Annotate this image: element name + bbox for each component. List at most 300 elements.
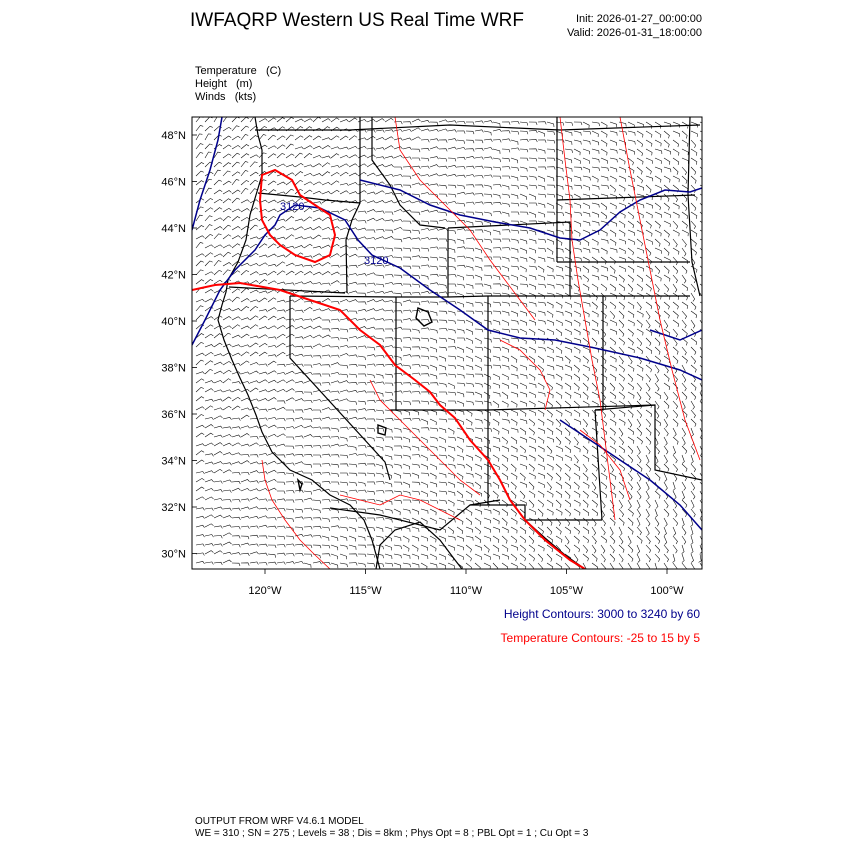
wind-barb bbox=[322, 182, 331, 185]
wind-barb bbox=[574, 149, 580, 155]
wind-barb bbox=[583, 464, 587, 472]
wind-barb bbox=[511, 329, 519, 333]
wind-barb bbox=[691, 212, 697, 219]
wind-barb bbox=[637, 266, 644, 272]
wind-barb bbox=[313, 472, 321, 475]
wind-barb bbox=[340, 491, 347, 496]
wind-barb bbox=[295, 527, 303, 530]
wind-barb bbox=[664, 554, 669, 562]
wind-barb bbox=[628, 401, 632, 409]
wind-barb bbox=[646, 527, 649, 536]
wind-barb bbox=[376, 137, 385, 140]
wind-barb bbox=[565, 437, 570, 444]
wind-barb bbox=[520, 392, 527, 397]
wind-barb bbox=[223, 552, 232, 554]
wind-barb bbox=[349, 247, 357, 250]
wind-barb bbox=[466, 156, 475, 158]
wind-barb bbox=[349, 563, 357, 566]
wind-barb bbox=[340, 164, 349, 167]
wind-barb bbox=[628, 563, 632, 571]
wind-barb bbox=[376, 201, 385, 204]
wind-barb bbox=[610, 518, 615, 526]
wind-barb bbox=[304, 491, 312, 495]
wind-barb bbox=[268, 146, 277, 149]
wind-barb bbox=[466, 122, 474, 125]
wind-barb bbox=[547, 140, 555, 143]
wind-barb bbox=[556, 329, 562, 336]
wind-barb bbox=[646, 158, 652, 164]
wind-barb bbox=[376, 338, 384, 342]
wind-barb bbox=[277, 271, 285, 275]
wind-barb bbox=[295, 172, 303, 177]
wind-barb bbox=[583, 554, 589, 561]
wind-barb bbox=[412, 302, 420, 305]
wind-barb bbox=[313, 509, 321, 513]
wind-barb bbox=[430, 147, 439, 149]
wind-barb bbox=[556, 320, 562, 326]
wind-barb bbox=[277, 444, 286, 446]
wind-barb bbox=[295, 500, 303, 503]
wind-barb bbox=[547, 329, 553, 335]
wind-barb bbox=[493, 518, 499, 524]
wind-barb bbox=[538, 509, 543, 517]
wind-barb bbox=[214, 270, 222, 275]
wind-barb bbox=[682, 455, 684, 464]
wind-barb bbox=[277, 407, 286, 410]
wind-barb bbox=[196, 561, 205, 564]
wind-barb bbox=[232, 172, 240, 176]
wind-barb bbox=[340, 319, 349, 322]
wind-barb bbox=[502, 518, 507, 526]
wind-barb bbox=[529, 203, 537, 206]
wind-barb bbox=[367, 230, 375, 233]
wind-barb bbox=[232, 508, 240, 511]
wind-barb bbox=[367, 318, 376, 320]
wind-barb bbox=[376, 309, 385, 311]
wind-barb bbox=[340, 136, 348, 140]
wind-barb bbox=[277, 427, 285, 430]
wind-barb bbox=[349, 155, 357, 158]
wind-barb bbox=[529, 518, 535, 524]
wind-barb bbox=[421, 175, 430, 177]
wind-barb bbox=[367, 392, 375, 395]
wind-barb bbox=[322, 445, 330, 448]
wind-barb bbox=[232, 488, 241, 491]
wind-barb bbox=[502, 185, 509, 190]
wind-barb bbox=[511, 248, 518, 253]
wind-barb bbox=[268, 417, 277, 420]
wind-barb bbox=[430, 122, 438, 125]
wind-barb bbox=[493, 446, 500, 451]
wind-barb bbox=[223, 270, 231, 275]
wind-barb bbox=[214, 254, 223, 257]
wind-barb bbox=[349, 390, 358, 393]
wind-barb bbox=[646, 122, 652, 129]
wind-barb bbox=[547, 320, 554, 326]
wind-barb bbox=[205, 535, 214, 538]
wind-barb bbox=[358, 191, 366, 194]
wind-barb bbox=[286, 389, 294, 392]
wind-barb bbox=[565, 473, 570, 481]
wind-barb bbox=[448, 311, 455, 316]
wind-barb bbox=[331, 500, 339, 503]
wind-barb bbox=[547, 446, 552, 454]
wind-barb bbox=[304, 419, 312, 422]
wind-barb bbox=[583, 365, 589, 371]
wind-barb bbox=[322, 499, 330, 502]
wind-barb bbox=[592, 311, 598, 317]
wind-barb bbox=[520, 374, 527, 379]
wind-barb bbox=[520, 554, 526, 561]
wind-barb bbox=[232, 500, 240, 503]
wind-barb bbox=[601, 284, 607, 291]
wind-barb bbox=[601, 140, 607, 147]
wind-barb bbox=[556, 302, 562, 309]
wind-barb bbox=[196, 243, 203, 249]
wind-barb bbox=[205, 515, 214, 518]
wind-barb bbox=[637, 347, 643, 354]
wind-barb bbox=[340, 299, 349, 302]
wind-barb bbox=[331, 464, 339, 468]
wind-barb bbox=[565, 311, 572, 317]
wind-barb bbox=[502, 302, 510, 306]
wind-barb bbox=[412, 392, 420, 395]
wind-barb bbox=[268, 371, 276, 374]
wind-barb bbox=[529, 437, 535, 443]
wind-barb bbox=[565, 302, 571, 308]
wind-barb bbox=[313, 536, 321, 539]
wind-barb bbox=[430, 184, 438, 187]
wind-barb bbox=[484, 419, 490, 426]
wind-barb bbox=[655, 122, 661, 129]
wind-barb bbox=[646, 176, 653, 181]
wind-barb bbox=[349, 527, 356, 532]
wind-barb bbox=[295, 163, 303, 167]
wind-barb bbox=[655, 284, 659, 292]
wind-barb bbox=[466, 202, 474, 205]
wind-barb bbox=[529, 139, 537, 142]
wind-barb bbox=[304, 307, 312, 311]
wind-barb bbox=[430, 383, 438, 386]
wind-barb bbox=[304, 535, 313, 538]
wind-barb bbox=[493, 428, 499, 435]
wind-barb bbox=[367, 508, 375, 511]
wind-barb bbox=[439, 185, 447, 189]
wind-barb bbox=[349, 453, 358, 456]
latitude-label: 32°N bbox=[161, 502, 186, 514]
wind-barb bbox=[205, 245, 214, 248]
wind-barb bbox=[592, 500, 597, 507]
wind-barb bbox=[529, 212, 536, 218]
wind-barb bbox=[214, 452, 222, 456]
wind-barb bbox=[529, 554, 535, 561]
wind-barb bbox=[394, 554, 401, 558]
wind-barb bbox=[502, 374, 508, 380]
wind-barb bbox=[313, 446, 321, 449]
wind-barb bbox=[331, 190, 339, 194]
wind-barb bbox=[592, 203, 599, 207]
wind-barb bbox=[511, 230, 519, 234]
wind-barb bbox=[421, 365, 429, 369]
footer-config: WE = 310 ; SN = 275 ; Levels = 38 ; Dis = 8km ; Phys Opt = 8 ; PBL Opt = 1 ; Cu Opt = 3 bbox=[195, 828, 589, 839]
wind-barb bbox=[340, 410, 348, 413]
wind-barb bbox=[664, 212, 670, 218]
wind-barb bbox=[493, 374, 499, 380]
wind-barb bbox=[232, 517, 240, 520]
wind-barb bbox=[232, 536, 240, 539]
wind-barb bbox=[277, 536, 285, 539]
wind-barb bbox=[286, 554, 294, 557]
wind-barb bbox=[286, 117, 294, 122]
wind-barb bbox=[610, 545, 614, 553]
wind-barb bbox=[412, 482, 420, 485]
wind-barb bbox=[637, 149, 643, 156]
wind-barb bbox=[358, 527, 365, 531]
wind-barb bbox=[385, 554, 392, 559]
wind-barb bbox=[439, 140, 447, 143]
wind-barb bbox=[421, 275, 428, 280]
wind-barb bbox=[250, 426, 259, 428]
wind-barb bbox=[241, 245, 250, 248]
wind-barb bbox=[430, 509, 436, 515]
wind-barb bbox=[529, 275, 536, 280]
wind-barb bbox=[574, 248, 581, 252]
wind-barb bbox=[538, 473, 545, 479]
wind-barb bbox=[295, 490, 303, 493]
wind-barb bbox=[394, 428, 401, 433]
wind-barb bbox=[664, 149, 671, 155]
wind-barb bbox=[250, 388, 258, 392]
wind-barb bbox=[421, 210, 430, 212]
wind-barb bbox=[331, 363, 340, 365]
wind-barb bbox=[502, 410, 508, 417]
wind-barb bbox=[529, 365, 536, 370]
wind-barb bbox=[412, 410, 419, 415]
wind-barb bbox=[358, 119, 367, 122]
wind-barb bbox=[592, 140, 599, 145]
wind-barb bbox=[583, 473, 588, 481]
wind-barb bbox=[259, 273, 268, 275]
wind-barb bbox=[367, 428, 375, 432]
wind-barb bbox=[277, 325, 285, 329]
wind-barb bbox=[286, 283, 294, 286]
wind-barb bbox=[565, 140, 572, 145]
wind-barb bbox=[610, 329, 617, 335]
wind-barb bbox=[556, 446, 562, 452]
wind-barb bbox=[322, 299, 330, 303]
wind-barb bbox=[547, 374, 554, 379]
wind-barb bbox=[412, 201, 421, 203]
wind-barb bbox=[439, 257, 446, 262]
wind-barb bbox=[430, 165, 439, 167]
wind-barb bbox=[619, 239, 626, 244]
wind-barb bbox=[295, 282, 304, 284]
wind-barb bbox=[520, 149, 528, 152]
wind-barb bbox=[538, 410, 544, 417]
wind-barb bbox=[376, 300, 385, 302]
wind-barb bbox=[214, 426, 223, 428]
wind-barb bbox=[583, 284, 589, 291]
wind-barb bbox=[196, 126, 203, 132]
wind-barb bbox=[646, 383, 650, 391]
wind-barb bbox=[655, 248, 661, 254]
wind-barb bbox=[583, 455, 589, 462]
wind-barb bbox=[331, 136, 339, 140]
wind-barb bbox=[691, 554, 694, 563]
canada-border bbox=[255, 125, 700, 130]
wind-barb bbox=[583, 122, 589, 128]
wind-barb bbox=[358, 409, 367, 412]
wind-barb bbox=[475, 266, 482, 271]
wind-barb bbox=[457, 338, 465, 341]
wind-barb bbox=[538, 491, 544, 498]
wind-barb bbox=[394, 536, 401, 541]
wind-barb bbox=[484, 131, 491, 135]
wind-barb bbox=[304, 426, 313, 428]
wind-barb bbox=[286, 364, 295, 367]
wind-barb bbox=[610, 347, 615, 354]
wind-barb bbox=[232, 309, 241, 312]
wind-barb bbox=[385, 383, 393, 386]
wind-barb bbox=[322, 428, 330, 431]
wind-barb bbox=[403, 138, 412, 140]
wind-barb bbox=[511, 419, 517, 426]
wind-barb bbox=[232, 117, 240, 122]
wind-barb bbox=[538, 248, 546, 252]
wind-barb bbox=[439, 120, 448, 122]
wind-barb bbox=[241, 307, 249, 312]
wind-barb bbox=[250, 146, 259, 149]
wind-barb bbox=[583, 527, 589, 534]
wind-barb bbox=[385, 491, 393, 494]
wind-barb bbox=[349, 291, 358, 293]
wind-barb bbox=[574, 320, 580, 326]
wind-barb bbox=[250, 272, 258, 275]
wind-barb bbox=[340, 183, 349, 186]
wind-barb bbox=[493, 311, 501, 314]
wind-barb bbox=[286, 271, 294, 275]
ok-tx bbox=[595, 405, 702, 480]
wind-barb bbox=[619, 356, 623, 364]
wind-barb bbox=[502, 122, 510, 125]
wind-barb bbox=[394, 509, 400, 515]
wind-barb bbox=[358, 545, 366, 548]
wind-barb bbox=[484, 139, 492, 142]
wind-barb bbox=[583, 149, 590, 154]
wind-barb bbox=[232, 325, 240, 329]
wind-barb bbox=[538, 392, 545, 397]
wind-barb bbox=[268, 434, 277, 437]
wind-barb bbox=[592, 356, 598, 363]
wind-barb bbox=[592, 248, 599, 253]
wind-barb bbox=[412, 536, 419, 541]
wind-barb bbox=[358, 138, 367, 140]
wind-barb bbox=[511, 554, 517, 561]
wind-barb bbox=[223, 263, 231, 267]
field-height-name: Height bbox=[195, 78, 227, 90]
wind-barb bbox=[574, 392, 580, 398]
wind-barb bbox=[583, 374, 589, 381]
wind-barb bbox=[214, 170, 221, 176]
wind-barb bbox=[277, 499, 286, 502]
wind-barb bbox=[223, 542, 232, 545]
wind-barb bbox=[385, 418, 393, 421]
wind-barb bbox=[448, 284, 456, 287]
wind-barb bbox=[250, 306, 258, 311]
wind-barb bbox=[358, 184, 367, 187]
wind-barb bbox=[475, 275, 482, 281]
wind-barb bbox=[619, 437, 624, 445]
wind-barb bbox=[223, 533, 232, 536]
wind-barb bbox=[691, 158, 697, 165]
wind-barb bbox=[610, 356, 616, 362]
wind-barb bbox=[646, 338, 651, 346]
wind-barb bbox=[448, 464, 455, 468]
wind-barb bbox=[232, 435, 241, 437]
wind-barb bbox=[457, 265, 465, 268]
wind-barb bbox=[475, 148, 483, 151]
wind-barb bbox=[403, 266, 411, 269]
wind-barb bbox=[511, 158, 518, 163]
wind-barb bbox=[637, 185, 644, 191]
wind-barb bbox=[358, 155, 367, 158]
wind-barb bbox=[196, 163, 204, 168]
wind-barb bbox=[259, 280, 267, 284]
wind-barb bbox=[619, 248, 625, 254]
wind-barb bbox=[529, 545, 535, 552]
wind-barb bbox=[358, 554, 366, 557]
wind-barb bbox=[403, 129, 412, 131]
wind-barb bbox=[241, 352, 249, 356]
wind-barb bbox=[367, 563, 375, 567]
wind-barb bbox=[250, 471, 259, 473]
wind-barb bbox=[340, 172, 348, 176]
wind-barb bbox=[250, 336, 259, 338]
wind-barb bbox=[313, 335, 322, 338]
wind-barb bbox=[628, 149, 635, 155]
wind-barb bbox=[376, 229, 384, 232]
wind-barb bbox=[232, 253, 240, 257]
wind-barb bbox=[529, 419, 535, 426]
wind-barb bbox=[592, 212, 599, 218]
wind-barb bbox=[511, 257, 518, 262]
wind-barb bbox=[520, 266, 526, 272]
wind-barb bbox=[673, 203, 679, 209]
wind-barb bbox=[232, 297, 240, 302]
wind-barb bbox=[286, 371, 295, 374]
wind-barb bbox=[619, 185, 625, 191]
wind-barb bbox=[439, 292, 447, 295]
wind-barb bbox=[241, 200, 250, 203]
wind-barb bbox=[349, 446, 356, 450]
wind-barb bbox=[205, 299, 213, 302]
wind-barb bbox=[376, 518, 384, 521]
wind-barb bbox=[610, 383, 615, 391]
wind-barb bbox=[646, 500, 650, 508]
wind-barb bbox=[610, 374, 616, 381]
wind-barb bbox=[286, 135, 294, 140]
wind-barb bbox=[205, 562, 213, 565]
wind-barb bbox=[277, 526, 285, 529]
wind-barb bbox=[250, 526, 258, 529]
wind-barb bbox=[295, 298, 303, 302]
wind-barb bbox=[493, 275, 500, 280]
wind-barb bbox=[403, 248, 411, 252]
wind-barb bbox=[673, 284, 677, 292]
wind-barb bbox=[610, 284, 616, 291]
wind-barb bbox=[286, 473, 294, 476]
wind-barb bbox=[430, 428, 438, 431]
